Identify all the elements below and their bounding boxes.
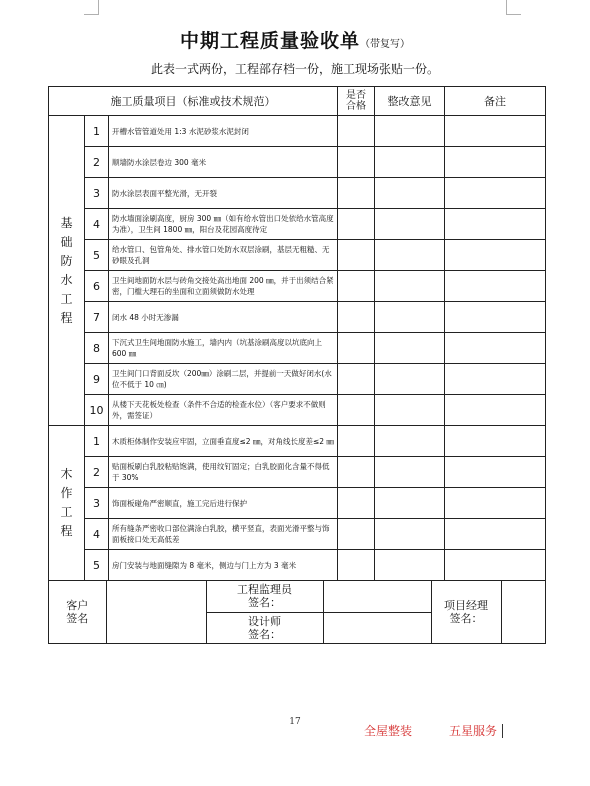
category-char: 作: [60, 486, 73, 500]
item-text: 饰面板碰角严密顺直，施工完后进行保护: [112, 498, 247, 508]
qualified-cell[interactable]: [338, 426, 375, 457]
item-number: 4: [85, 209, 109, 240]
brand-tagline-left: 全屋整装: [364, 724, 413, 738]
opinion-cell[interactable]: [375, 116, 445, 147]
brand-tagline-right: 五星服务: [449, 724, 498, 738]
category-char: 础: [60, 234, 73, 249]
qualified-cell[interactable]: [338, 457, 375, 488]
item-description: [109, 302, 338, 333]
item-number: 3: [85, 488, 109, 519]
signature-label-line: 工程监理员: [237, 583, 292, 597]
qualified-cell[interactable]: [338, 364, 375, 395]
item-description: [109, 457, 338, 488]
title-main: 中期工程质量验收单: [179, 30, 360, 52]
category-woodwork: [49, 426, 85, 581]
item-text: 给水管口、包管角处、排水管口处防水双层涂刷，基层无粗糙、无砂眼及孔洞: [112, 245, 330, 265]
category-char: 工: [60, 291, 73, 306]
form-title: [0, 26, 590, 53]
header-qualified-line2: 合格: [346, 101, 367, 112]
item-description: [109, 147, 338, 178]
table-row: [49, 426, 546, 457]
item-text: 卫生间门口背面反坎（200㎜）涂刷二层，并提前一天做好闭水(水位不低于 10 ㎝): [112, 369, 332, 389]
category-char: 木: [60, 467, 73, 481]
remark-cell[interactable]: [445, 178, 546, 209]
table-row: [49, 333, 546, 364]
designer-signature-label: [206, 612, 323, 643]
crop-mark-right: [506, 0, 521, 15]
signature-label-line: 签名：: [248, 627, 281, 641]
item-number: 5: [85, 240, 109, 271]
signature-label-line: 签名: [66, 612, 89, 625]
remark-cell[interactable]: [445, 457, 546, 488]
header-opinion: 整改意见: [375, 87, 445, 116]
item-text: 从楼下天花板处检查（条件不合适的检查水位）（客户要求不做则外，需签证）: [112, 400, 326, 420]
remark-cell[interactable]: [445, 550, 546, 581]
table-row: [49, 550, 546, 581]
qualified-cell[interactable]: [338, 271, 375, 302]
opinion-cell[interactable]: [375, 333, 445, 364]
item-description: [109, 271, 338, 302]
item-text: 顺墙防水涂层卷边 300 毫米: [112, 157, 207, 167]
header-item: 施工质量项目（标准或技术规范）: [49, 87, 338, 116]
qualified-cell[interactable]: [338, 178, 375, 209]
signature-table: [49, 581, 545, 643]
table-row: [49, 147, 546, 178]
item-number: 8: [85, 333, 109, 364]
item-description: [109, 519, 338, 550]
item-description: [109, 550, 338, 581]
opinion-cell[interactable]: [375, 302, 445, 333]
header-qualified: [338, 87, 375, 116]
item-number: 1: [85, 426, 109, 457]
opinion-cell[interactable]: [375, 519, 445, 550]
signature-row: [49, 581, 545, 612]
table-row: [49, 519, 546, 550]
qualified-cell[interactable]: [338, 302, 375, 333]
opinion-cell[interactable]: [375, 178, 445, 209]
category-char: 防: [60, 253, 73, 268]
category-char: 水: [60, 272, 73, 287]
remark-cell[interactable]: [445, 302, 546, 333]
signature-label-line: 客户: [66, 599, 89, 612]
category-waterproofing: [49, 116, 85, 426]
item-number: 2: [85, 147, 109, 178]
opinion-cell[interactable]: [375, 364, 445, 395]
item-number: 5: [85, 550, 109, 581]
item-text: 开槽水管管道处用 1:3 水泥砂浆水泥封闭: [112, 126, 249, 136]
opinion-cell[interactable]: [375, 550, 445, 581]
supervisor-signature-field[interactable]: [323, 581, 431, 612]
item-number: 4: [85, 519, 109, 550]
item-text: 贴面板刷白乳胶粘贴饱满，使用纹钉固定；白乳胶面化含量不得低于 30%: [112, 462, 330, 482]
form-instruction: 此表一式两份，工程部存档一份，施工现场张贴一份。: [150, 62, 439, 76]
remark-cell[interactable]: [445, 240, 546, 271]
signature-label-line: 项目经理: [444, 599, 488, 612]
item-description: [109, 240, 338, 271]
text-cursor: [502, 724, 503, 738]
item-text: 闭水 48 小时无渗漏: [112, 312, 179, 322]
qualified-cell[interactable]: [338, 116, 375, 147]
remark-cell[interactable]: [445, 519, 546, 550]
category-char: 程: [60, 310, 73, 325]
item-number: 10: [85, 395, 109, 426]
table-row: [49, 488, 546, 519]
item-text: 卫生间地面防水层与砖角交接处高出地面 200 ㎜，并于出须结合紧密，门槛大理石的坐面和立面须做防水处理: [112, 276, 334, 296]
page-number: 17: [289, 717, 301, 727]
table-row: [49, 240, 546, 271]
remark-cell[interactable]: [445, 426, 546, 457]
category-char: 工: [60, 505, 73, 519]
item-description: [109, 178, 338, 209]
qualified-cell[interactable]: [338, 147, 375, 178]
qualified-cell[interactable]: [338, 395, 375, 426]
item-description: [109, 116, 338, 147]
table-row: [49, 178, 546, 209]
item-number: 6: [85, 271, 109, 302]
item-description: [109, 395, 338, 426]
item-number: 7: [85, 302, 109, 333]
opinion-cell[interactable]: [375, 240, 445, 271]
supervisor-signature-label: [206, 581, 323, 612]
item-text: 防水涂层表面平整光滑，无开裂: [112, 188, 217, 198]
header-qualified-line1: 是否: [346, 90, 367, 101]
header-row: [49, 87, 546, 116]
signature-label-line: 设计师: [248, 614, 281, 628]
acceptance-table: [48, 86, 546, 644]
remark-cell[interactable]: [445, 364, 546, 395]
category-char: 基: [60, 215, 73, 230]
title-note: （带复写）: [360, 39, 410, 50]
customer-signature-label: [49, 581, 106, 643]
table-row: [49, 395, 546, 426]
opinion-cell[interactable]: [375, 457, 445, 488]
opinion-cell[interactable]: [375, 395, 445, 426]
remark-cell[interactable]: [445, 488, 546, 519]
item-number: 3: [85, 178, 109, 209]
category-char: 程: [60, 524, 73, 538]
item-text: 防水墙面涂刷高度，厨房 300 ㎜（如有给水管出口处依给水管高度为准），卫生间 1800 ㎜，阳台及花园高度待定: [112, 214, 334, 234]
item-number: 2: [85, 457, 109, 488]
remark-cell[interactable]: [445, 209, 546, 240]
qualified-cell[interactable]: [338, 209, 375, 240]
header-remark: 备注: [445, 87, 546, 116]
item-description: [109, 209, 338, 240]
opinion-cell[interactable]: [375, 488, 445, 519]
qualified-cell[interactable]: [338, 519, 375, 550]
item-text: 下沉式卫生间地面防水施工，墙内内（坑基涂刷高度以坑底向上 600 ㎜: [112, 338, 322, 358]
item-text: 所有缝条严密收口部位满涂白乳胶，横平竖直，表面光滑平整与饰面板接口处无高低差: [112, 524, 330, 544]
table-row: [49, 457, 546, 488]
signature-label-line: 签名：: [248, 596, 281, 610]
qualified-cell[interactable]: [338, 333, 375, 364]
table-row: [49, 209, 546, 240]
table-row: [49, 302, 546, 333]
item-description: [109, 364, 338, 395]
opinion-cell[interactable]: [375, 147, 445, 178]
item-text: 房门安装与地面缝隙为 8 毫米，侧边与门上方为 3 毫米: [112, 560, 297, 570]
opinion-cell[interactable]: [375, 426, 445, 457]
customer-signature-field[interactable]: [106, 581, 206, 643]
item-description: [109, 333, 338, 364]
remark-cell[interactable]: [445, 271, 546, 302]
item-number: 9: [85, 364, 109, 395]
signature-block-cell: [49, 581, 546, 644]
item-text: 木质柜体制作安装应牢固，立面垂直度≤2 ㎜，对角线长度差≤2 ㎜: [112, 436, 334, 446]
crop-mark-left: [84, 0, 99, 15]
signature-label-line: 签名：: [449, 612, 483, 625]
item-description: [109, 488, 338, 519]
remark-cell[interactable]: [445, 147, 546, 178]
remark-cell[interactable]: [445, 116, 546, 147]
remark-cell[interactable]: [445, 333, 546, 364]
manager-signature-label: [431, 581, 501, 643]
opinion-cell[interactable]: [375, 209, 445, 240]
qualified-cell[interactable]: [338, 240, 375, 271]
qualified-cell[interactable]: [338, 488, 375, 519]
designer-signature-field[interactable]: [323, 612, 431, 643]
signature-block: [49, 581, 546, 644]
opinion-cell[interactable]: [375, 271, 445, 302]
table-row: [49, 364, 546, 395]
manager-signature-field[interactable]: [501, 581, 545, 643]
item-description: [109, 426, 338, 457]
table-row: [49, 271, 546, 302]
table-row: [49, 116, 546, 147]
item-number: 1: [85, 116, 109, 147]
qualified-cell[interactable]: [338, 550, 375, 581]
remark-cell[interactable]: [445, 395, 546, 426]
